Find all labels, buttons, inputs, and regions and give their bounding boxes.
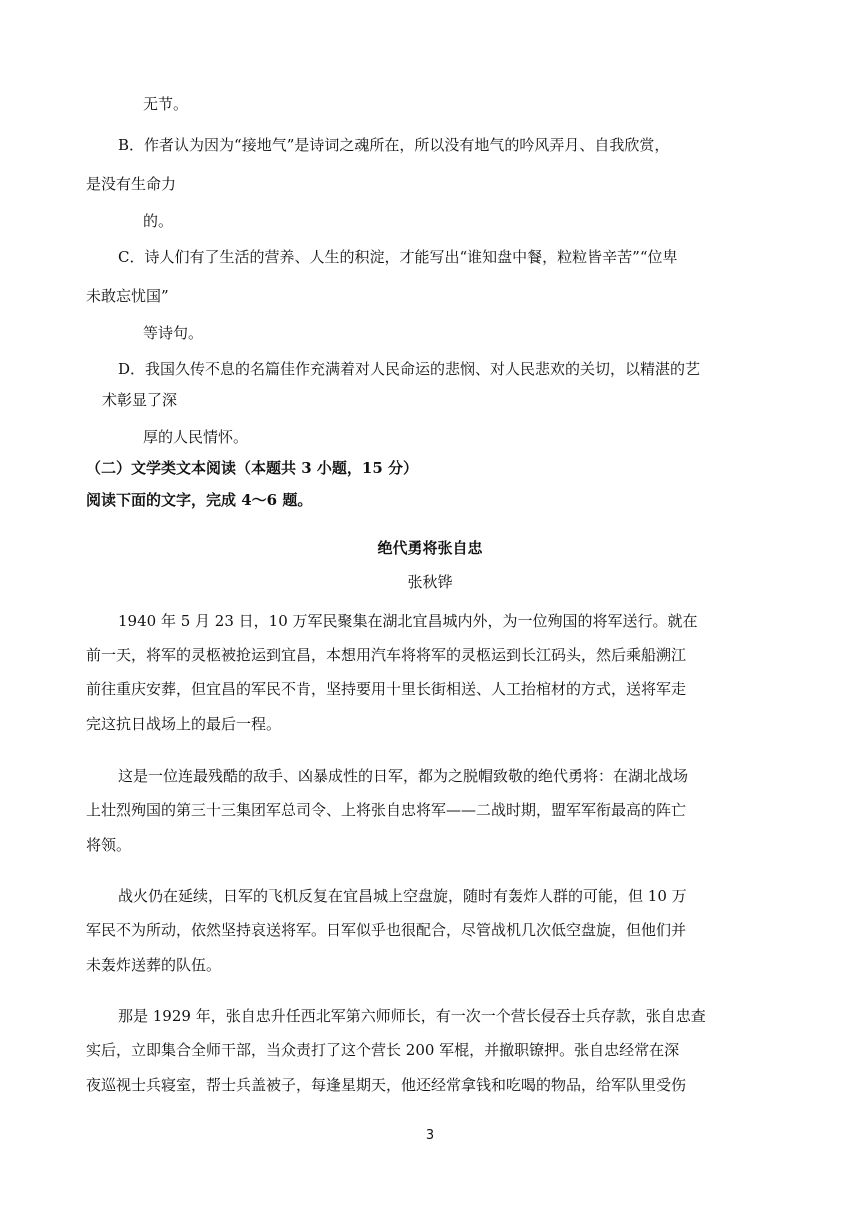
- option-c-line-3: 等诗句。: [143, 324, 204, 342]
- article-line: 前往重庆安葬，但宜昌的军民不肯，坚持要用十里长街相送、人工抬棺材的方式，送将军走: [86, 680, 687, 698]
- article-author: 张秋铧: [407, 573, 453, 591]
- article-line: 上壮烈殉国的第三十三集团军总司令、上将张自忠将军——二战时期，盟军军衔最高的阵亡: [86, 801, 687, 819]
- article-line: 完这抗日战场上的最后一程。: [86, 715, 282, 733]
- article-line: 战火仍在延续，日军的飞机反复在宜昌城上空盘旋，随时有轰炸人群的可能，但 10 万: [118, 887, 687, 905]
- article-title: 绝代勇将张自忠: [377, 539, 483, 557]
- article-line: 实后，立即集合全师干部，当众责打了这个营长 200 军棍，并撤职镣押。张自忠经常在深: [86, 1041, 680, 1059]
- section-instruction: 阅读下面的文字，完成 4～6 题。: [86, 491, 313, 509]
- option-c-line-1: C．诗人们有了生活的营养、人生的积淀，才能写出“谁知盘中餐，粒粒皆辛苦”“位卑: [118, 248, 678, 266]
- page-number: 3: [425, 1128, 435, 1143]
- option-a-tail: 无节。: [143, 95, 189, 113]
- option-d-line-1: D．我国久传不息的名篇佳作充满着对人民命运的悲悯、对人民悲欢的关切，以精湛的艺: [118, 360, 701, 378]
- option-d-line-3: 厚的人民情怀。: [143, 428, 249, 446]
- option-b-line-2: 是没有生命力: [86, 175, 177, 193]
- article-line: 将领。: [86, 836, 132, 854]
- article-line: 这是一位连最残酷的敌手、凶暴成性的日军，都为之脱帽致敬的绝代勇将：在湖北战场: [118, 767, 689, 785]
- option-b-line-3: 的。: [143, 212, 174, 230]
- section-heading: （二）文学类文本阅读（本题共 3 小题，15 分）: [86, 459, 418, 477]
- article-line: 1940 年 5 月 23 日，10 万军民聚集在湖北宜昌城内外，为一位殉国的将军送行。就在: [118, 612, 698, 630]
- article-line: 那是 1929 年，张自忠升任西北军第六师师长，有一次一个营长侵吞士兵存款，张自忠查: [118, 1007, 706, 1025]
- option-c-line-2: 未敢忘忧国”: [86, 287, 169, 305]
- article-line: 军民不为所动，依然坚持哀送将军。日军似乎也很配合，尽管战机几次低空盘旋，但他们并: [86, 921, 687, 939]
- option-b-line-1: B．作者认为因为“接地气”是诗词之魂所在，所以没有地气的吟风弄月、自我欣赏，: [118, 136, 670, 154]
- article-line: 前一天，将军的灵柩被抢运到宜昌，本想用汽车将将军的灵柩运到长江码头，然后乘船溯江: [86, 646, 687, 664]
- article-line: 未轰炸送葬的队伍。: [86, 956, 222, 974]
- option-d-line-2: 术彰显了深: [102, 391, 178, 409]
- article-line: 夜巡视士兵寝室，帮士兵盖被子，每逢星期天，他还经常拿钱和吃喝的物品，给军队里受伤: [86, 1076, 687, 1094]
